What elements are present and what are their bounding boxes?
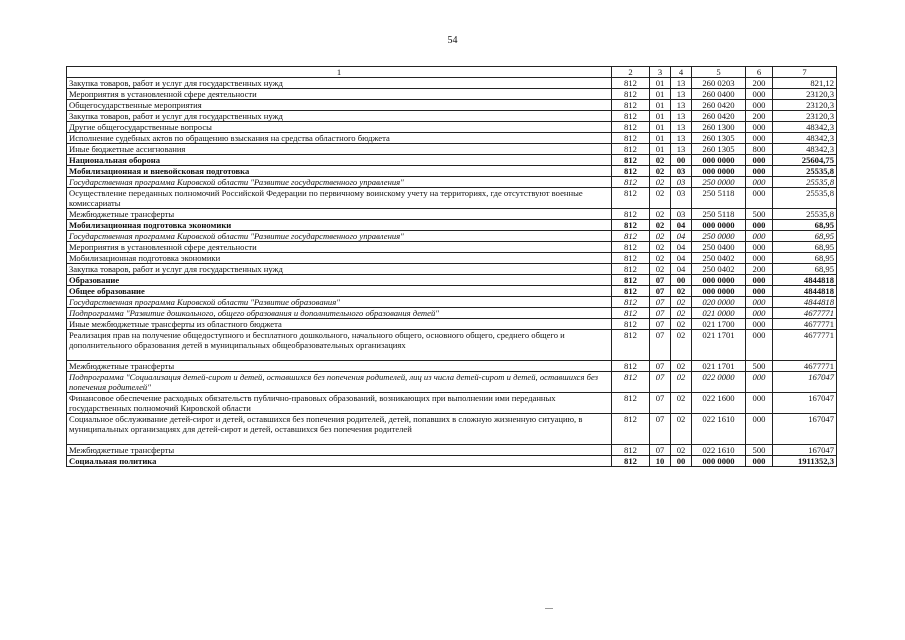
table-row — [67, 372, 837, 393]
row-subsection: 13 — [671, 89, 692, 100]
header-row — [67, 67, 837, 78]
row-name: Закупка товаров, работ и услуг для государственных нужд — [67, 264, 612, 275]
row-amount: 68,95 — [773, 242, 837, 253]
row-name: Мероприятия в установленной сфере деятельности — [67, 242, 612, 253]
row-name: Государственная программа Кировской области "Развитие образования" — [67, 297, 612, 308]
table-row — [67, 253, 837, 264]
row-ministry-code: 812 — [612, 264, 650, 275]
row-ministry-code: 812 — [612, 78, 650, 89]
row-target-article: 000 0000 — [692, 275, 746, 286]
row-section: 01 — [650, 78, 671, 89]
row-name: Исполнение судебных актов по обращению взыскания на средства областного бюджета — [67, 133, 612, 144]
row-expense-type: 000 — [746, 188, 773, 209]
table-row — [67, 286, 837, 297]
row-name: Национальная оборона — [67, 155, 612, 166]
row-amount: 25604,75 — [773, 155, 837, 166]
row-target-article: 250 5118 — [692, 209, 746, 220]
table-row — [67, 89, 837, 100]
table-row — [67, 330, 837, 361]
row-ministry-code: 812 — [612, 445, 650, 456]
row-expense-type: 000 — [746, 286, 773, 297]
row-subsection: 02 — [671, 445, 692, 456]
row-name: Мобилизационная подготовка экономики — [67, 220, 612, 231]
row-section: 02 — [650, 242, 671, 253]
table-row — [67, 361, 837, 372]
row-name: Социальная политика — [67, 456, 612, 467]
row-name: Иные межбюджетные трансферты из областного бюджета — [67, 319, 612, 330]
table-row — [67, 242, 837, 253]
row-section: 07 — [650, 393, 671, 414]
row-target-article: 260 0400 — [692, 89, 746, 100]
row-name: Общегосударственные мероприятия — [67, 100, 612, 111]
row-target-article: 260 0420 — [692, 111, 746, 122]
row-target-article: 250 0400 — [692, 242, 746, 253]
row-expense-type: 000 — [746, 414, 773, 445]
table-row — [67, 122, 837, 133]
row-target-article: 260 1305 — [692, 144, 746, 155]
row-section: 07 — [650, 414, 671, 445]
row-section: 02 — [650, 231, 671, 242]
row-target-article: 000 0000 — [692, 155, 746, 166]
row-subsection: 13 — [671, 100, 692, 111]
row-expense-type: 000 — [746, 220, 773, 231]
row-name: Иные бюджетные ассигнования — [67, 144, 612, 155]
row-expense-type: 500 — [746, 361, 773, 372]
row-expense-type: 000 — [746, 393, 773, 414]
row-subsection: 04 — [671, 264, 692, 275]
row-section: 07 — [650, 445, 671, 456]
row-subsection: 13 — [671, 133, 692, 144]
header-cell-4: 4 — [671, 67, 692, 78]
row-subsection: 02 — [671, 330, 692, 361]
row-subsection: 13 — [671, 78, 692, 89]
table-row — [67, 188, 837, 209]
table-row — [67, 133, 837, 144]
row-name: Межбюджетные трансферты — [67, 445, 612, 456]
row-subsection: 13 — [671, 111, 692, 122]
table-row — [67, 155, 837, 166]
table-row — [67, 177, 837, 188]
row-target-article: 260 0420 — [692, 100, 746, 111]
row-name: Общее образование — [67, 286, 612, 297]
row-section: 02 — [650, 220, 671, 231]
row-expense-type: 000 — [746, 100, 773, 111]
row-subsection: 03 — [671, 209, 692, 220]
row-expense-type: 000 — [746, 330, 773, 361]
row-name: Государственная программа Кировской области "Развитие государственного управления" — [67, 177, 612, 188]
row-target-article: 250 0000 — [692, 177, 746, 188]
row-subsection: 04 — [671, 242, 692, 253]
row-amount: 167047 — [773, 414, 837, 445]
row-name: Мобилизационная и вневойсковая подготовка — [67, 166, 612, 177]
row-amount: 48342,3 — [773, 122, 837, 133]
row-expense-type: 000 — [746, 231, 773, 242]
row-target-article: 000 0000 — [692, 286, 746, 297]
row-amount: 167047 — [773, 372, 837, 393]
row-subsection: 03 — [671, 166, 692, 177]
row-ministry-code: 812 — [612, 308, 650, 319]
row-target-article: 021 1701 — [692, 361, 746, 372]
budget-table — [66, 66, 837, 467]
row-amount: 25535,8 — [773, 188, 837, 209]
row-name: Другие общегосударственные вопросы — [67, 122, 612, 133]
row-amount: 23120,3 — [773, 100, 837, 111]
row-ministry-code: 812 — [612, 297, 650, 308]
row-name: Осуществление переданных полномочий Российской Федерации по первичному воинскому учету на территориях, где отсутствуют военные комиссариаты — [67, 188, 612, 209]
row-ministry-code: 812 — [612, 275, 650, 286]
row-ministry-code: 812 — [612, 330, 650, 361]
row-section: 01 — [650, 122, 671, 133]
row-target-article: 020 0000 — [692, 297, 746, 308]
row-subsection: 02 — [671, 393, 692, 414]
table-row — [67, 78, 837, 89]
row-section: 07 — [650, 297, 671, 308]
table-row — [67, 297, 837, 308]
row-section: 02 — [650, 177, 671, 188]
row-amount: 821,12 — [773, 78, 837, 89]
row-expense-type: 000 — [746, 297, 773, 308]
row-target-article: 000 0000 — [692, 456, 746, 467]
row-section: 07 — [650, 286, 671, 297]
row-section: 02 — [650, 188, 671, 209]
table-row — [67, 445, 837, 456]
table-row — [67, 220, 837, 231]
header-cell-2: 2 — [612, 67, 650, 78]
row-subsection: 02 — [671, 372, 692, 393]
row-name: Межбюджетные трансферты — [67, 361, 612, 372]
row-ministry-code: 812 — [612, 209, 650, 220]
row-amount: 68,95 — [773, 220, 837, 231]
row-section: 02 — [650, 155, 671, 166]
row-target-article: 260 0203 — [692, 78, 746, 89]
row-amount: 4844818 — [773, 275, 837, 286]
row-target-article: 250 0000 — [692, 231, 746, 242]
row-name: Подпрограмма "Развитие дошкольного, общего образования и дополнительного образования детей" — [67, 308, 612, 319]
row-subsection: 02 — [671, 286, 692, 297]
row-target-article: 021 1701 — [692, 330, 746, 361]
row-ministry-code: 812 — [612, 414, 650, 445]
row-target-article: 022 0000 — [692, 372, 746, 393]
row-target-article: 250 5118 — [692, 188, 746, 209]
row-amount: 4844818 — [773, 286, 837, 297]
table-row — [67, 308, 837, 319]
row-ministry-code: 812 — [612, 144, 650, 155]
row-ministry-code: 812 — [612, 220, 650, 231]
row-name: Образование — [67, 275, 612, 286]
row-name: Мобилизационная подготовка экономики — [67, 253, 612, 264]
row-subsection: 02 — [671, 319, 692, 330]
header-cell-7: 7 — [773, 67, 837, 78]
table-row — [67, 100, 837, 111]
table-row — [67, 166, 837, 177]
row-expense-type: 000 — [746, 242, 773, 253]
row-subsection: 02 — [671, 414, 692, 445]
row-target-article: 021 1700 — [692, 319, 746, 330]
row-subsection: 00 — [671, 456, 692, 467]
row-amount: 1911352,3 — [773, 456, 837, 467]
row-name: Мероприятия в установленной сфере деятельности — [67, 89, 612, 100]
row-section: 07 — [650, 319, 671, 330]
row-target-article: 260 1305 — [692, 133, 746, 144]
row-amount: 4844818 — [773, 297, 837, 308]
row-expense-type: 200 — [746, 264, 773, 275]
row-subsection: 02 — [671, 361, 692, 372]
row-expense-type: 500 — [746, 209, 773, 220]
row-section: 07 — [650, 275, 671, 286]
row-section: 02 — [650, 166, 671, 177]
row-amount: 23120,3 — [773, 111, 837, 122]
row-target-article: 022 1610 — [692, 414, 746, 445]
row-ministry-code: 812 — [612, 155, 650, 166]
row-subsection: 00 — [671, 155, 692, 166]
row-target-article: 250 0402 — [692, 264, 746, 275]
row-ministry-code: 812 — [612, 372, 650, 393]
row-expense-type: 000 — [746, 253, 773, 264]
row-amount: 4677771 — [773, 308, 837, 319]
row-section: 02 — [650, 264, 671, 275]
row-amount: 68,95 — [773, 253, 837, 264]
row-ministry-code: 812 — [612, 177, 650, 188]
row-expense-type: 000 — [746, 122, 773, 133]
row-subsection: 03 — [671, 177, 692, 188]
table-row — [67, 231, 837, 242]
row-name: Межбюджетные трансферты — [67, 209, 612, 220]
row-subsection: 02 — [671, 297, 692, 308]
row-amount: 25535,8 — [773, 209, 837, 220]
row-target-article: 000 0000 — [692, 220, 746, 231]
row-expense-type: 200 — [746, 78, 773, 89]
row-expense-type: 800 — [746, 144, 773, 155]
row-amount: 167047 — [773, 445, 837, 456]
row-name: Государственная программа Кировской области "Развитие государственного управления" — [67, 231, 612, 242]
row-amount: 25535,8 — [773, 166, 837, 177]
row-expense-type: 000 — [746, 89, 773, 100]
row-target-article: 000 0000 — [692, 166, 746, 177]
table-row — [67, 319, 837, 330]
row-section: 01 — [650, 100, 671, 111]
row-subsection: 02 — [671, 308, 692, 319]
row-target-article: 022 1610 — [692, 445, 746, 456]
row-ministry-code: 812 — [612, 393, 650, 414]
row-ministry-code: 812 — [612, 111, 650, 122]
table-row — [67, 264, 837, 275]
row-subsection: 13 — [671, 122, 692, 133]
row-expense-type: 000 — [746, 177, 773, 188]
row-amount: 167047 — [773, 393, 837, 414]
row-subsection: 04 — [671, 253, 692, 264]
row-target-article: 022 1600 — [692, 393, 746, 414]
row-amount: 25535,8 — [773, 177, 837, 188]
row-section: 02 — [650, 253, 671, 264]
row-ministry-code: 812 — [612, 456, 650, 467]
row-amount: 48342,3 — [773, 144, 837, 155]
row-subsection: 03 — [671, 188, 692, 209]
row-amount: 68,95 — [773, 264, 837, 275]
table-row — [67, 144, 837, 155]
table-row — [67, 393, 837, 414]
row-section: 10 — [650, 456, 671, 467]
header-cell-5: 5 — [692, 67, 746, 78]
row-section: 07 — [650, 308, 671, 319]
header-cell-1: 1 — [67, 67, 612, 78]
row-amount: 4677771 — [773, 319, 837, 330]
row-amount: 23120,3 — [773, 89, 837, 100]
row-ministry-code: 812 — [612, 89, 650, 100]
row-section: 07 — [650, 361, 671, 372]
row-target-article: 260 1300 — [692, 122, 746, 133]
row-ministry-code: 812 — [612, 100, 650, 111]
scan-mark — [545, 608, 553, 609]
row-section: 02 — [650, 209, 671, 220]
table-row — [67, 456, 837, 467]
row-target-article: 250 0402 — [692, 253, 746, 264]
row-amount: 4677771 — [773, 330, 837, 361]
row-section: 01 — [650, 144, 671, 155]
row-section: 07 — [650, 330, 671, 361]
row-ministry-code: 812 — [612, 253, 650, 264]
row-section: 01 — [650, 89, 671, 100]
row-expense-type: 000 — [746, 372, 773, 393]
row-ministry-code: 812 — [612, 286, 650, 297]
row-expense-type: 500 — [746, 445, 773, 456]
table-row — [67, 275, 837, 286]
table-row — [67, 209, 837, 220]
row-expense-type: 000 — [746, 319, 773, 330]
row-ministry-code: 812 — [612, 188, 650, 209]
row-ministry-code: 812 — [612, 319, 650, 330]
row-subsection: 13 — [671, 144, 692, 155]
row-section: 01 — [650, 111, 671, 122]
row-name: Финансовое обеспечение расходных обязательств публично-правовых образований, возникающих при выполнении ими переданных государственных полномочий Кировской области — [67, 393, 612, 414]
table-row — [67, 111, 837, 122]
row-subsection: 04 — [671, 231, 692, 242]
page-number: 54 — [447, 35, 458, 46]
row-ministry-code: 812 — [612, 361, 650, 372]
row-ministry-code: 812 — [612, 122, 650, 133]
header-cell-3: 3 — [650, 67, 671, 78]
row-name: Социальное обслуживание детей-сирот и детей, оставшихся без попечения родителей, детей, попавших в сложную жизненную ситуацию, в муниципальных организациях для детей-сирот и детей, оставшихся без попечения родителей — [67, 414, 612, 445]
row-expense-type: 000 — [746, 133, 773, 144]
row-section: 07 — [650, 372, 671, 393]
row-subsection: 04 — [671, 220, 692, 231]
row-expense-type: 000 — [746, 155, 773, 166]
row-amount: 4677771 — [773, 361, 837, 372]
table-row — [67, 414, 837, 445]
row-target-article: 021 0000 — [692, 308, 746, 319]
row-section: 01 — [650, 133, 671, 144]
row-ministry-code: 812 — [612, 231, 650, 242]
row-amount: 48342,3 — [773, 133, 837, 144]
row-subsection: 00 — [671, 275, 692, 286]
row-ministry-code: 812 — [612, 133, 650, 144]
row-name: Закупка товаров, работ и услуг для государственных нужд — [67, 78, 612, 89]
row-expense-type: 200 — [746, 111, 773, 122]
row-name: Реализация прав на получение общедоступного и бесплатного дошкольного, начального общего, основного общего, среднего общего и дополнительного образования детей в муниципальных общеобразовательных организациях — [67, 330, 612, 361]
row-name: Закупка товаров, работ и услуг для государственных нужд — [67, 111, 612, 122]
row-expense-type: 000 — [746, 275, 773, 286]
row-amount: 68,95 — [773, 231, 837, 242]
row-ministry-code: 812 — [612, 242, 650, 253]
row-expense-type: 000 — [746, 308, 773, 319]
row-name: Подпрограмма "Социализация детей-сирот и детей, оставшихся без попечения родителей, лиц из числа детей-сирот и детей, оставшихся без попечения родителей" — [67, 372, 612, 393]
row-expense-type: 000 — [746, 456, 773, 467]
header-cell-6: 6 — [746, 67, 773, 78]
row-expense-type: 000 — [746, 166, 773, 177]
row-ministry-code: 812 — [612, 166, 650, 177]
